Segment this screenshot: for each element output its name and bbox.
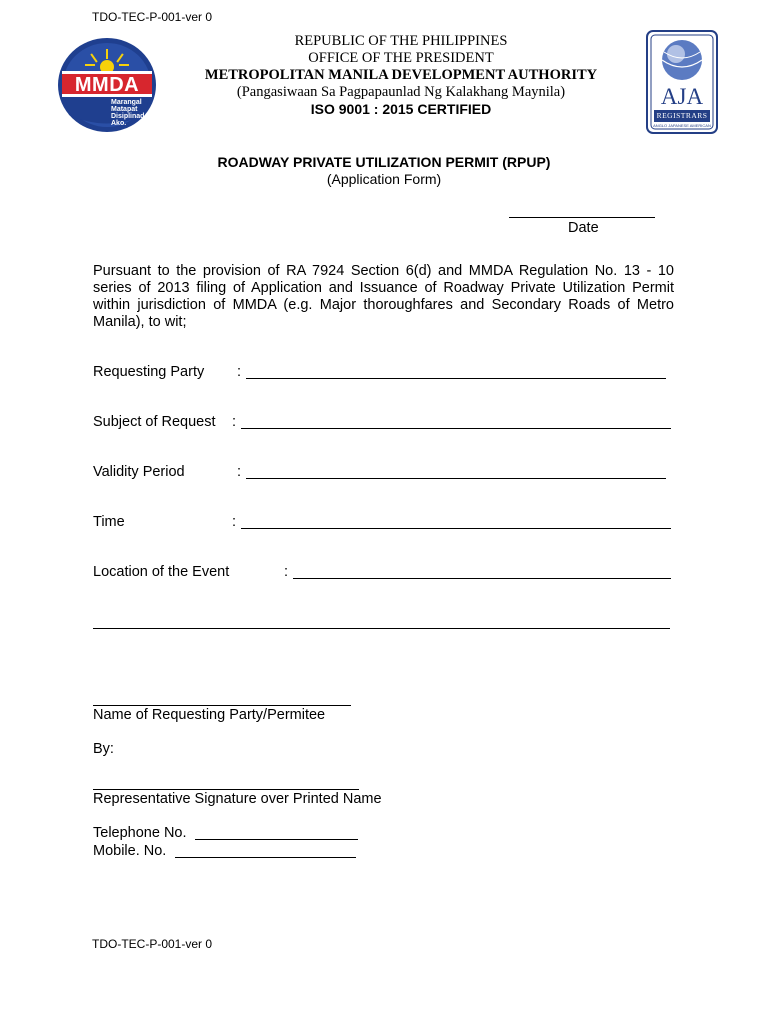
requesting-party-field[interactable]: [246, 378, 666, 379]
location-colon: :: [284, 564, 289, 580]
header-agency: METROPOLITAN MANILA DEVELOPMENT AUTHORITY: [204, 67, 598, 83]
form-title: ROADWAY PRIVATE UTILIZATION PERMIT (RPUP): [217, 154, 551, 170]
validity-colon: :: [237, 464, 242, 480]
subject-colon: :: [232, 414, 237, 430]
time-field[interactable]: [241, 528, 671, 529]
subject-field[interactable]: [241, 428, 671, 429]
form-subtitle: (Application Form): [326, 171, 442, 187]
by-label: By:: [93, 741, 114, 757]
mmda-motto: Marangal Matapat Disiplinado Ako.: [111, 99, 149, 127]
mobile-field[interactable]: [175, 857, 356, 858]
location-field-extra[interactable]: [93, 628, 670, 629]
date-label: Date: [568, 220, 599, 236]
requesting-party-label: Requesting Party: [93, 364, 205, 380]
validity-label: Validity Period: [93, 464, 185, 480]
header-iso: ISO 9001 : 2015 CERTIFIED: [310, 101, 492, 117]
header-republic: REPUBLIC OF THE PHILIPPINES: [294, 33, 508, 49]
time-colon: :: [232, 514, 237, 530]
header-office: OFFICE OF THE PRESIDENT: [308, 50, 494, 66]
validity-field[interactable]: [246, 478, 666, 479]
requesting-party-name-line[interactable]: [93, 705, 351, 706]
subject-label: Subject of Request: [93, 414, 216, 430]
aja-registrars: REGISTRARS: [656, 111, 708, 120]
aja-logo-text: AJA: [660, 84, 704, 109]
telephone-label: Telephone No.: [93, 825, 187, 841]
header-tagalog: (Pangasiwaan Sa Pagpapaunlad Ng Kalakhang Maynila): [236, 84, 566, 100]
doc-code-bottom: TDO-TEC-P-001-ver 0: [92, 937, 213, 951]
telephone-field[interactable]: [195, 839, 358, 840]
aja-subtitle: ANGLO JAPANESE AMERICAN: [653, 123, 711, 128]
time-label: Time: [93, 514, 125, 530]
representative-signature-line[interactable]: [93, 789, 359, 790]
mmda-logo-text: MMDA: [74, 74, 140, 96]
requesting-party-name-label: Name of Requesting Party/Permitee: [93, 707, 326, 723]
location-field[interactable]: [293, 578, 671, 579]
mobile-label: Mobile. No.: [93, 843, 167, 859]
intro-paragraph: Pursuant to the provision of RA 7924 Section 6(d) and MMDA Regulation No. 13 - 10 series of 2013 filing of Application and Issuance of Roadway Private Utilization Permit within jurisdiction of MMDA (e.g. Major thoroughfares and Secondary Roads of Metro Manila), to wit;: [93, 263, 674, 330]
location-label: Location of the Event: [93, 564, 230, 580]
date-line[interactable]: [509, 217, 655, 218]
representative-signature-label: Representative Signature over Printed Name: [93, 791, 382, 807]
doc-code-top: TDO-TEC-P-001-ver 0: [92, 10, 213, 24]
requesting-party-colon: :: [237, 364, 242, 380]
